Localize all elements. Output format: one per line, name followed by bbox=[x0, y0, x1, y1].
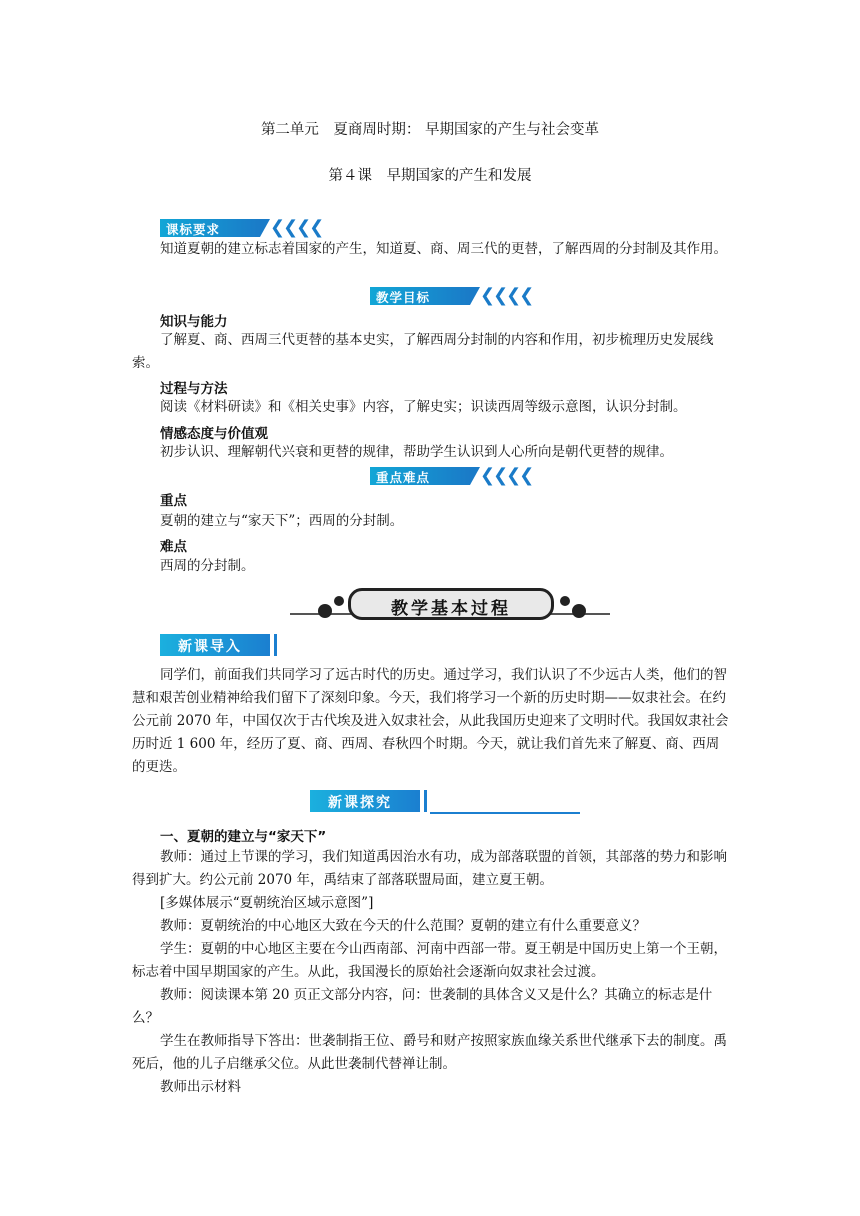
process-heading: 过程与方法 bbox=[160, 381, 228, 397]
decor-dot bbox=[572, 604, 586, 618]
focus-heading: 重点 bbox=[160, 493, 187, 509]
explore-p5: 教师：阅读课本第 20 页正文部分内容，问：世袭制的具体含义又是什么？其确立的标志是什么？ bbox=[132, 987, 713, 1026]
chevron-left-icon: ❮❮❮❮ bbox=[480, 465, 533, 486]
unit-title: 第二单元 夏商周时期： 早期国家的产生与社会变革 bbox=[260, 122, 600, 138]
explore-p2: [多媒体展示“夏朝统治区域示意图”] bbox=[160, 895, 374, 911]
decor-dot bbox=[318, 604, 332, 618]
decor-dot bbox=[334, 596, 344, 606]
intro-banner-label: 新课导入 bbox=[178, 639, 242, 655]
chevron-left-icon: ❮❮❮❮ bbox=[480, 285, 533, 306]
explore-p6: 学生在教师指导下答出：世袭制指王位、爵号和财产按照家族血缘关系世代继承下去的制度。禹死后，他的儿子启继承父位。从此世袭制代替禅让制。 bbox=[132, 1033, 727, 1072]
explore-banner bbox=[310, 790, 580, 814]
values-heading: 情感态度与价值观 bbox=[160, 426, 268, 442]
lesson-title: 第４课 早期国家的产生和发展 bbox=[328, 168, 532, 184]
explore-p7: 教师出示材料 bbox=[160, 1079, 241, 1095]
process-text: 阅读《材料研读》和《相关史事》内容，了解史实；识读西周等级示意图，认识分封制。 bbox=[160, 399, 687, 415]
knowledge-text: 了解夏、商、西周三代更替的基本史实，了解西周分封制的内容和作用，初步梳理历史发展线索。 bbox=[132, 332, 714, 371]
values-text: 初步认识、理解朝代兴衰和更替的规律，帮助学生认识到人心所向是朝代更替的规律。 bbox=[160, 444, 673, 460]
objectives-banner bbox=[370, 287, 540, 305]
key-points-banner-label: 重点难点 bbox=[376, 470, 431, 485]
intro-banner bbox=[160, 634, 280, 658]
curriculum-banner bbox=[160, 219, 330, 237]
key-points-banner bbox=[370, 467, 540, 485]
explore-p3: 教师：夏朝统治的中心地区大致在今天的什么范围？夏朝的建立有什么重要意义？ bbox=[160, 918, 646, 934]
knowledge-heading: 知识与能力 bbox=[160, 314, 228, 330]
explore-p1: 教师：通过上节课的学习，我们知道禹因治水有功，成为部落联盟的首领，其部落的势力和影响得到扩大。约公元前 2070 年，禹结束了部落联盟局面，建立夏王朝。 bbox=[132, 849, 727, 888]
difficulty-text: 西周的分封制。 bbox=[160, 558, 255, 574]
curriculum-banner-label: 课标要求 bbox=[166, 222, 221, 237]
process-banner-label: 教学基本过程 bbox=[391, 599, 511, 619]
decor-dot bbox=[560, 596, 570, 606]
process-banner bbox=[290, 586, 610, 622]
difficulty-heading: 难点 bbox=[160, 539, 187, 555]
curriculum-text: 知道夏朝的建立标志着国家的产生，知道夏、商、周三代的更替，了解西周的分封制及其作用。 bbox=[160, 241, 727, 257]
section-heading: 一、夏朝的建立与“家天下” bbox=[160, 829, 327, 845]
objectives-banner-label: 教学目标 bbox=[376, 290, 431, 305]
focus-text: 夏朝的建立与“家天下”；西周的分封制。 bbox=[160, 513, 404, 529]
intro-text: 同学们，前面我们共同学习了远古时代的历史。通过学习，我们认识了不少远古人类，他们的智慧和艰苦创业精神给我们留下了深刻印象。今天，我们将学习一个新的历史时期——奴隶社会。在约公元前 2070 年，中国仅次于古代埃及进入奴隶社会，从此我国历史迎来了文明时代。我国奴隶社会历时近 1 600 年，经历了夏、商、西周、春秋四个时期。今天，就让我们首先来了解夏、商、西周的更迭。 bbox=[132, 667, 729, 775]
explore-banner-label: 新课探究 bbox=[328, 795, 392, 811]
explore-p4: 学生：夏朝的中心地区主要在今山西南部、河南中西部一带。夏王朝是中国历史上第一个王朝，标志着中国早期国家的产生。从此，我国漫长的原始社会逐渐向奴隶社会过渡。 bbox=[132, 941, 727, 980]
chevron-left-icon: ❮❮❮❮ bbox=[270, 217, 323, 238]
